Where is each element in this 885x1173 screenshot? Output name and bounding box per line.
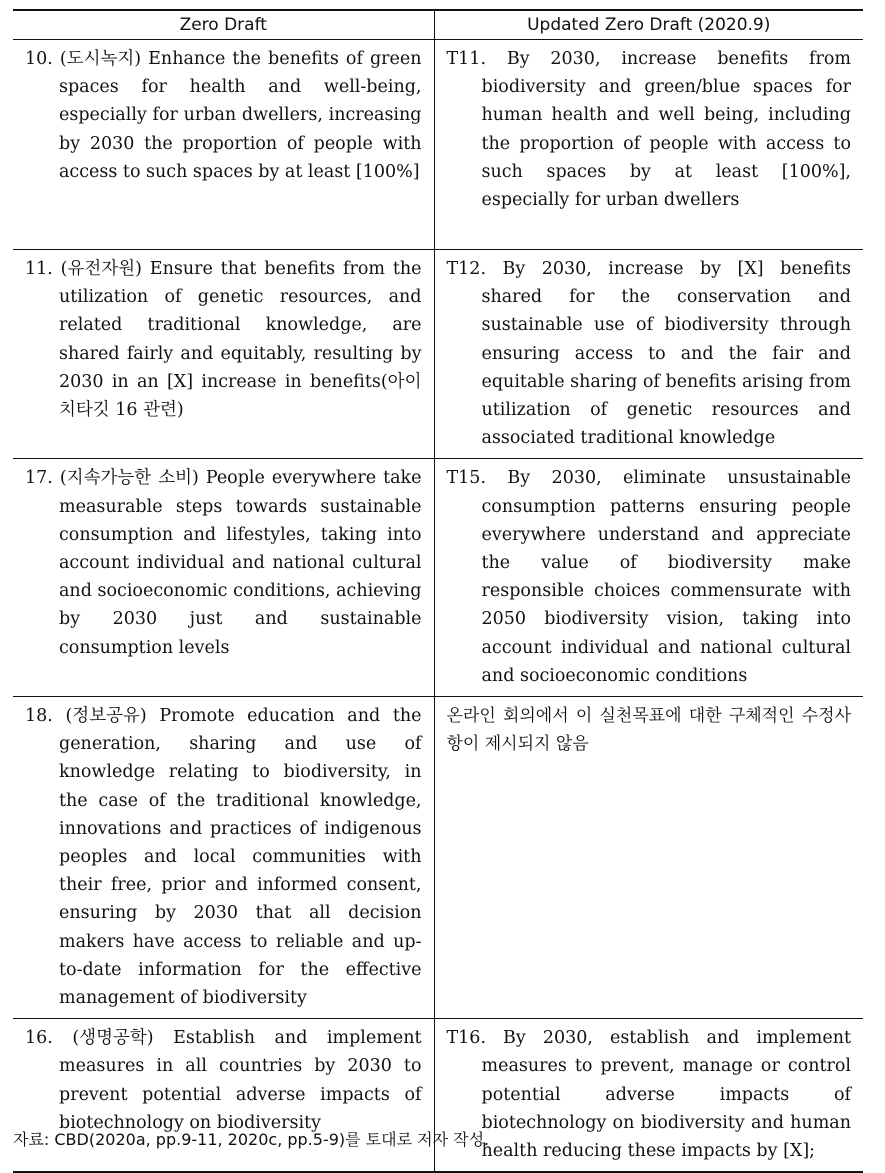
table-row xyxy=(13,250,863,459)
table-header-row xyxy=(13,10,863,40)
target-10-text: 10. (도시녹지) Enhance the benefits of green spaces for health and well-being, especially for urban dwellers, increasing by 2030 the proportion of people with access to such spaces by at least [100%] xyxy=(25,49,422,182)
table-row xyxy=(13,40,863,250)
source-note: 자료: CBD(2020a, pp.9-11, 2020c, pp.5-9)를 토대로 저자 작성. xyxy=(13,1130,490,1149)
target-t15-text: T15. By 2030, eliminate unsustainable consumption patterns ensuring people everywhere understand and appreciate the value of biodiversity make responsible choices commensurate with 2050 biodiversity vision, taking into account individual and national cultural and socioeconomic conditions xyxy=(446,468,851,686)
zero-draft-cell xyxy=(13,250,434,459)
table-row xyxy=(13,459,863,697)
updated-draft-cell xyxy=(434,40,863,250)
target-16-text: 16. (생명공학) Establish and implement measures in all countries by 2030 to prevent potential adverse impacts of biotechnology on biodiversity xyxy=(25,1028,422,1133)
target-11-text: 11. (유전자원) Ensure that benefits from the utilization of genetic resources, and related traditional knowledge, are shared fairly and equitably, resulting by 2030 in an [X] increase in benefits(아이치타깃 16 관련) xyxy=(25,259,422,421)
updated-draft-cell xyxy=(434,459,863,697)
zero-draft-cell xyxy=(13,697,434,1019)
comparison-table xyxy=(13,9,863,1173)
no-revision-note: 온라인 회의에서 이 실천목표에 대한 구체적인 수정사항이 제시되지 않음 xyxy=(446,706,851,755)
header-zero-draft: Zero Draft xyxy=(13,10,434,40)
updated-draft-cell xyxy=(434,697,863,1019)
target-t12-text: T12. By 2030, increase by [X] benefits shared for the conservation and sustainable use of biodiversity through ensuring access to and the fair and equitable sharing of benefits arising from utilization of genetic resources and associated traditional knowledge xyxy=(446,259,851,449)
header-updated-zero-draft: Updated Zero Draft (2020.9) xyxy=(434,10,863,40)
target-t11-text: T11. By 2030, increase benefits from biodiversity and green/blue spaces for human health and well being, including the proportion of people with access to such spaces by at least [100%], especially for urban dwellers xyxy=(446,49,851,211)
updated-draft-cell xyxy=(434,1019,863,1173)
updated-draft-cell xyxy=(434,250,863,459)
table-row xyxy=(13,697,863,1019)
target-18-text: 18. (정보공유) Promote education and the generation, sharing and use of knowledge relating to biodiversity, in the case of the traditional knowledge, innovations and practices of indigenous peoples and local communities with their free, prior and informed consent, ensuring by 2030 that all decision makers have access to reliable and up-to-date information for the effective management of biodiversity xyxy=(25,706,422,1009)
target-t16-text: T16. By 2030, establish and implement measures to prevent, manage or control potential adverse impacts of biotechnology on biodiversity and human health reducing these impacts by [X]; xyxy=(446,1028,851,1162)
zero-draft-cell xyxy=(13,40,434,250)
target-17-text: 17. (지속가능한 소비) People everywhere take measurable steps towards sustainable consumption and lifestyles, taking into account individual and national cultural and socioeconomic conditions, achieving by 2030 just and sustainable consumption levels xyxy=(25,468,422,658)
zero-draft-cell xyxy=(13,459,434,697)
